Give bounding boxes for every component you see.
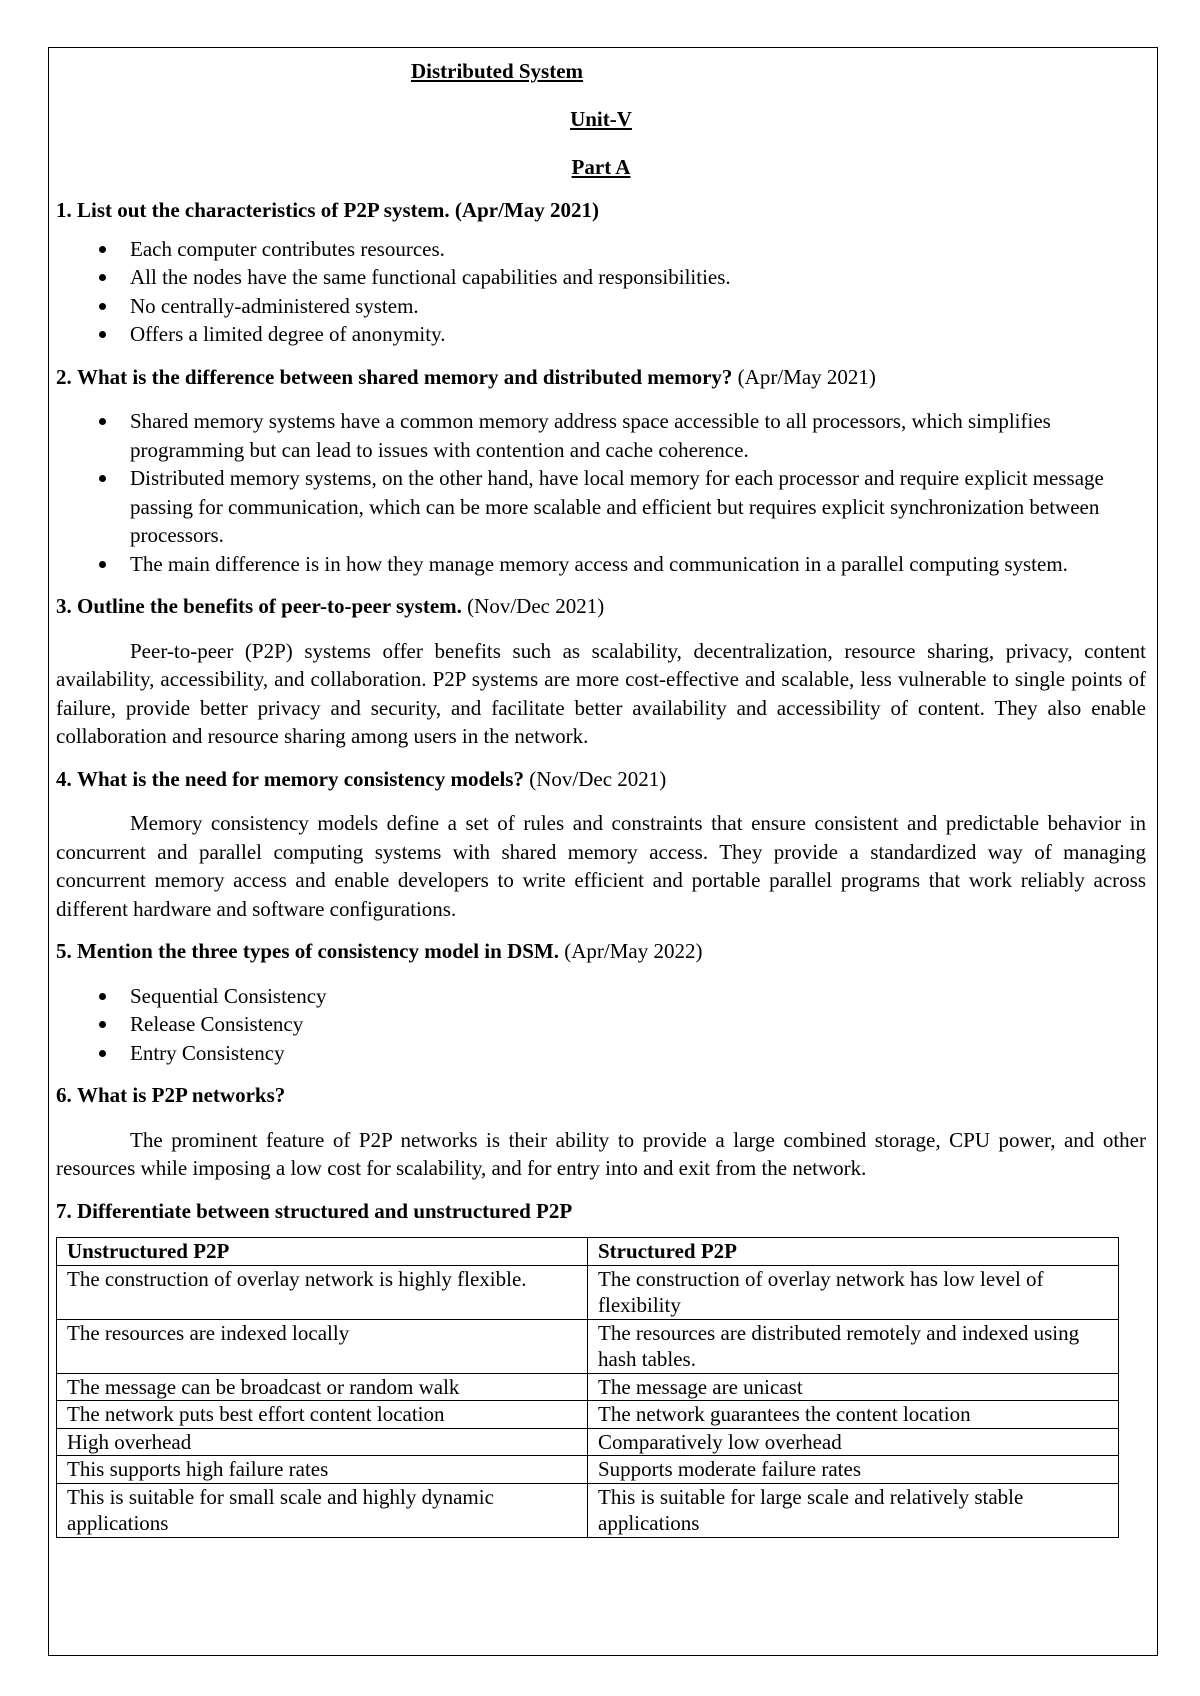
- document-body: [56, 56, 1146, 1538]
- question-3: [56, 592, 1146, 621]
- table-cell: This is suitable for large scale and relatively stable applications: [588, 1483, 1119, 1537]
- question-5: [56, 937, 1146, 966]
- table-cell: High overhead: [57, 1428, 588, 1456]
- question-7: [56, 1197, 1146, 1226]
- question-text: What is the need for memory consistency models?: [77, 766, 524, 791]
- answer-paragraph-6: The prominent feature of P2P networks is their ability to provide a large combined storage, CPU power, and other resources while imposing a low cost for scalability, and for entry into and exit from the network.: [56, 1127, 1146, 1180]
- list-item: Offers a limited degree of anonymity.: [130, 320, 1146, 349]
- list-item: Distributed memory systems, on the other hand, have local memory for each processor and require explicit message passing for communication, which can be more scalable and efficient but requires explicit synchronization between processors.: [130, 464, 1146, 550]
- table-cell: This supports high failure rates: [57, 1456, 588, 1484]
- column-header: Unstructured P2P: [57, 1238, 588, 1266]
- unit-heading: Unit-V: [570, 107, 632, 131]
- answer-list-2: [56, 407, 1146, 578]
- table-row: [57, 1265, 1119, 1319]
- table-cell: Comparatively low overhead: [588, 1428, 1119, 1456]
- table-row: [57, 1483, 1119, 1537]
- question-number: 2.: [56, 364, 72, 389]
- table-row: [57, 1373, 1119, 1401]
- list-item: Release Consistency: [130, 1010, 1146, 1039]
- question-text: Mention the three types of consistency model in DSM.: [77, 939, 559, 963]
- question-text: What is the difference between shared memory and distributed memory?: [77, 364, 733, 389]
- question-number: 4.: [56, 766, 72, 791]
- list-item: All the nodes have the same functional capabilities and responsibilities.: [130, 263, 1146, 292]
- list-item: Each computer contributes resources.: [130, 235, 1146, 264]
- question-number: 6.: [56, 1083, 72, 1107]
- question-text: List out the characteristics of P2P system. (Apr/May 2021): [77, 198, 599, 222]
- list-item: Sequential Consistency: [130, 982, 1146, 1011]
- question-tag: (Apr/May 2022): [564, 939, 703, 963]
- question-text: Outline the benefits of peer-to-peer system.: [77, 594, 462, 618]
- question-tag: (Nov/Dec 2021): [467, 594, 605, 618]
- question-4: [56, 765, 1146, 794]
- question-text: What is P2P networks?: [77, 1083, 286, 1107]
- part-heading: Part A: [571, 155, 631, 179]
- table-header-row: [57, 1238, 1119, 1266]
- question-text: Differentiate between structured and unstructured P2P: [77, 1198, 573, 1223]
- answer-list-5: [56, 982, 1146, 1068]
- question-number: 1.: [56, 198, 72, 222]
- answer-paragraph-4: Memory consistency models define a set of rules and constraints that ensure consistent and predictable behavior in concurrent and parallel computing systems with shared memory access. They provide a standardized way of managing concurrent memory access and enable developers to write efficient and portable parallel programs that work reliably across different hardware and software configurations.: [56, 811, 1146, 921]
- list-item: Entry Consistency: [130, 1039, 1146, 1068]
- table-cell: The construction of overlay network is highly flexible.: [57, 1265, 588, 1319]
- table-cell: The network puts best effort content location: [57, 1401, 588, 1429]
- table-cell: The message are unicast: [588, 1373, 1119, 1401]
- comparison-table: [56, 1237, 1119, 1538]
- table-row: [57, 1319, 1119, 1373]
- table-row: [57, 1428, 1119, 1456]
- answer-list-1: [56, 235, 1146, 349]
- question-tag: (Apr/May 2021): [737, 364, 876, 389]
- question-2: [56, 363, 1146, 392]
- table-cell: The message can be broadcast or random walk: [57, 1373, 588, 1401]
- list-item: Shared memory systems have a common memory address space accessible to all processors, which simplifies programming but can lead to issues with contention and cache coherence.: [130, 407, 1146, 464]
- document-title: Distributed System: [410, 59, 584, 83]
- table-row: [57, 1456, 1119, 1484]
- table-cell: The network guarantees the content location: [588, 1401, 1119, 1429]
- question-1: [56, 196, 1146, 225]
- answer-paragraph-3: Peer-to-peer (P2P) systems offer benefits such as scalability, decentralization, resource sharing, privacy, content availability, accessibility, and collaboration. P2P systems are more cost-effective and scalable, less vulnerable to single points of failure, provide better privacy and security, and facilitate better availability and accessibility of content. They also enable collaboration and resource sharing among users in the network.: [56, 638, 1146, 748]
- table-row: [57, 1401, 1119, 1429]
- question-6: [56, 1081, 1146, 1110]
- list-item: No centrally-administered system.: [130, 292, 1146, 321]
- table-cell: The resources are distributed remotely and indexed using hash tables.: [588, 1319, 1119, 1373]
- table-cell: This is suitable for small scale and highly dynamic applications: [57, 1483, 588, 1537]
- table-cell: Supports moderate failure rates: [588, 1456, 1119, 1484]
- table-cell: The resources are indexed locally: [57, 1319, 588, 1373]
- question-tag: (Nov/Dec 2021): [529, 766, 667, 791]
- list-item: The main difference is in how they manage memory access and communication in a parallel computing system.: [130, 550, 1146, 579]
- column-header: Structured P2P: [588, 1238, 1119, 1266]
- table-cell: The construction of overlay network has low level of flexibility: [588, 1265, 1119, 1319]
- question-number: 5.: [56, 939, 72, 963]
- question-number: 7.: [56, 1198, 72, 1223]
- question-number: 3.: [56, 594, 72, 618]
